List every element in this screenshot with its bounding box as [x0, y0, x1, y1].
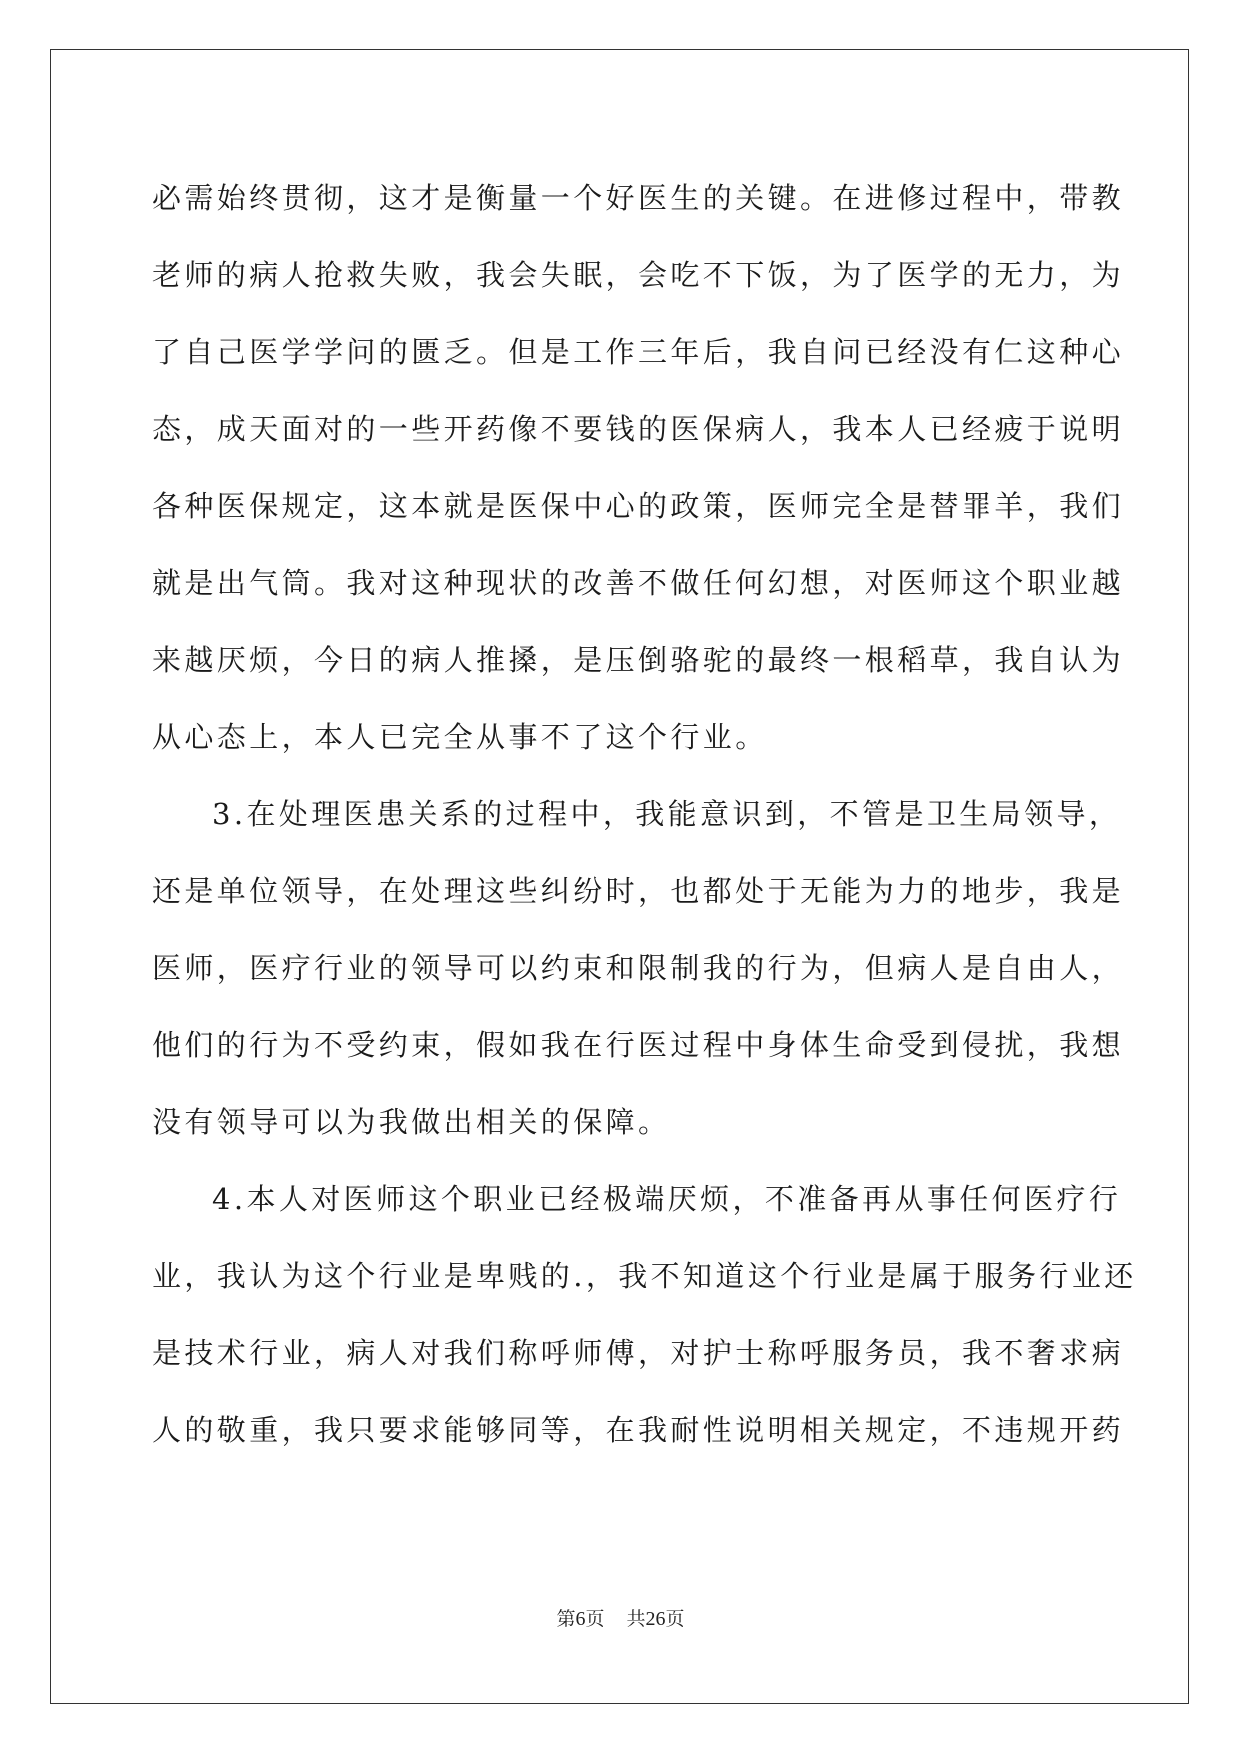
- text-line: 态，成天面对的一些开药像不要钱的医保病人，我本人已经疲于说明: [152, 412, 1125, 446]
- text-line: 老师的病人抢救失败，我会失眠，会吃不下饭，为了医学的无力，为: [152, 258, 1125, 292]
- text-line: 了自己医学学问的匮乏。但是工作三年后，我自问已经没有仁这种心: [152, 335, 1125, 369]
- text-line: 必需始终贯彻，这才是衡量一个好医生的关键。在进修过程中，带教: [152, 181, 1125, 215]
- text-line: 人的敬重，我只要求能够同等，在我耐性说明相关规定，不违规开药: [152, 1413, 1125, 1447]
- text-line: 业，我认为这个行业是卑贱的.，我不知道这个行业是属于服务行业还: [152, 1259, 1137, 1293]
- total-suffix: 页: [665, 1608, 685, 1630]
- total-prefix: 共: [626, 1608, 646, 1630]
- text-line: 是技术行业，病人对我们称呼师傅，对护士称呼服务员，我不奢求病: [152, 1336, 1125, 1370]
- text-line: 还是单位领导，在处理这些纠纷时，也都处于无能为力的地步，我是: [152, 874, 1125, 908]
- total-pages: 26: [645, 1608, 666, 1630]
- text-line: 3.在处理医患关系的过程中，我能意识到，不管是卫生局领导，: [212, 797, 1122, 831]
- text-line: 没有领导可以为我做出相关的保障。: [152, 1105, 671, 1139]
- text-line: 就是出气筒。我对这种现状的改善不做任何幻想，对医师这个职业越: [152, 566, 1125, 600]
- text-line: 各种医保规定，这本就是医保中心的政策，医师完全是替罪羊，我们: [152, 489, 1125, 523]
- text-line: 4.本人对医师这个职业已经极端厌烦，不准备再从事任何医疗行: [212, 1182, 1122, 1216]
- page-number: 6: [575, 1608, 586, 1630]
- text-line: 他们的行为不受约束，假如我在行医过程中身体生命受到侵扰，我想: [152, 1028, 1125, 1062]
- page-suffix: 页: [585, 1608, 605, 1630]
- text-line: 来越厌烦，今日的病人推搡，是压倒骆驼的最终一根稻草，我自认为: [152, 643, 1125, 677]
- page-prefix: 第: [556, 1608, 576, 1630]
- text-line: 医师，医疗行业的领导可以约束和限制我的行为，但病人是自由人，: [152, 951, 1125, 985]
- text-line: 从心态上，本人已完全从事不了这个行业。: [152, 720, 768, 754]
- document-body: [152, 160, 1137, 1469]
- page-footer: [0, 1607, 1241, 1631]
